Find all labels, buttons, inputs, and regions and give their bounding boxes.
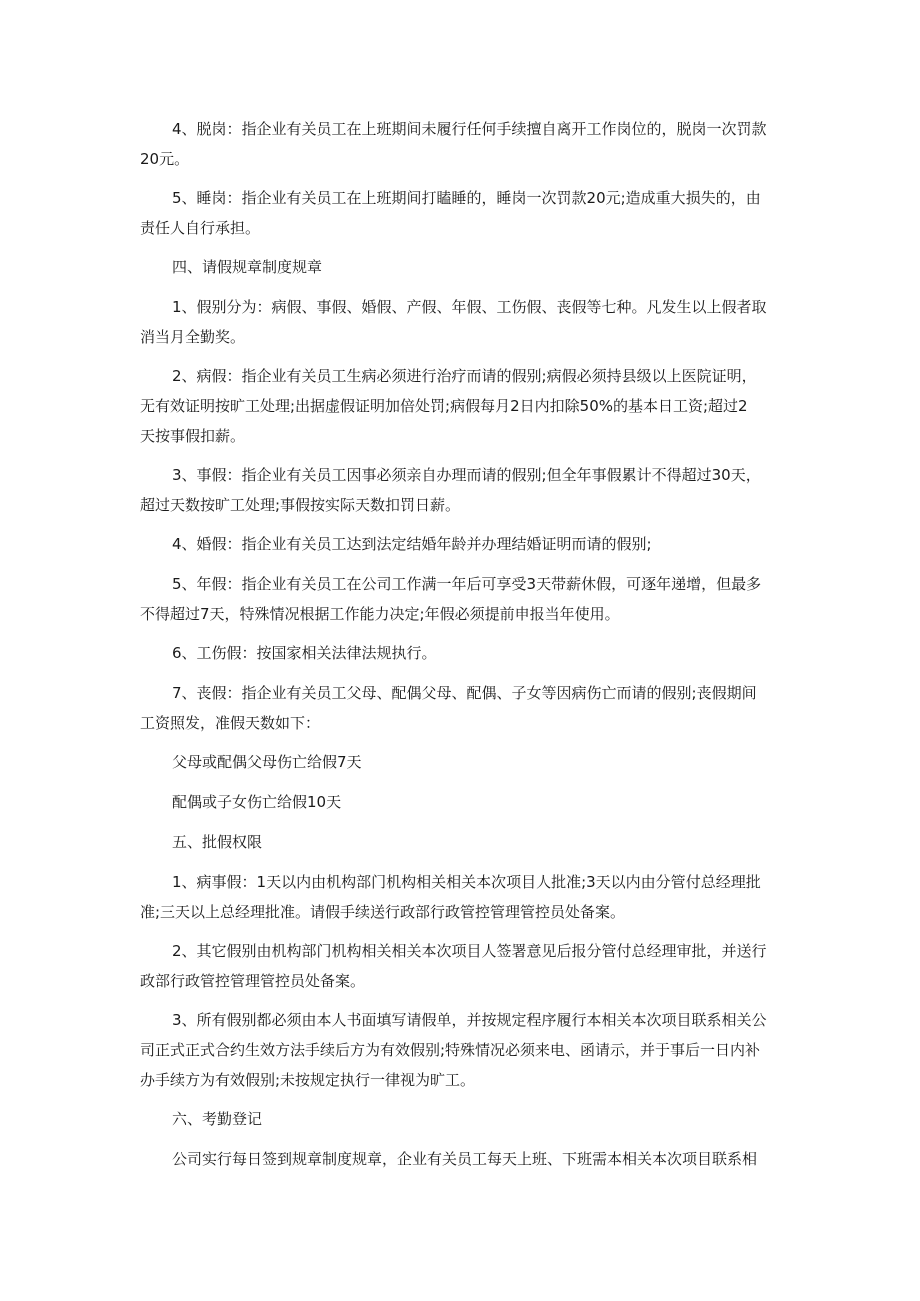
text-line: 超过天数按旷工处理;事假按实际天数扣罚日薪。	[140, 496, 461, 514]
paragraph-absence-from-post	[140, 114, 780, 174]
paragraph-daily-sign-in	[140, 1144, 780, 1174]
paragraph-bereavement-leave	[140, 678, 780, 738]
text-line: 4、脱岗：指企业有关员工在上班期间未履行任何手续擅自离开工作岗位的，脱岗一次罚款	[172, 120, 767, 138]
section-heading-approval-authority	[140, 827, 780, 857]
text-line: 5、年假：指企业有关员工在公司工作满一年后可享受3天带薪休假，可逐年递增，但最多	[172, 575, 762, 593]
paragraph-marriage-leave	[140, 529, 780, 559]
paragraph-leave-types	[140, 292, 780, 352]
text-line: 不得超过7天，特殊情况根据工作能力决定;年假必须提前申报当年使用。	[140, 605, 620, 623]
paragraph-leave-form-procedure	[140, 1005, 780, 1095]
text-line: 准;三天以上总经理批准。请假手续送行政部行政管控管理管控员处备案。	[140, 903, 626, 921]
heading-text: 五、批假权限	[172, 833, 263, 851]
text-line: 公司实行每日签到规章制度规章，企业有关员工每天上班、下班需本相关本次项目联系相	[172, 1150, 758, 1168]
text-line: 消当月全勤奖。	[140, 328, 246, 346]
text-line: 7、丧假：指企业有关员工父母、配偶父母、配偶、子女等因病伤亡而请的假别;丧假期间	[172, 684, 757, 702]
text-line: 5、睡岗：指企业有关员工在上班期间打瞌睡的，睡岗一次罚款20元;造成重大损失的，由	[172, 189, 761, 207]
paragraph-other-leave-approval	[140, 936, 780, 996]
text-line: 司正式正式合约生效方法手续后方为有效假别;特殊情况必须来电、函请示，并于事后一日内补	[140, 1041, 761, 1059]
text-line: 工资照发，准假天数如下：	[140, 714, 321, 732]
paragraph-annual-leave	[140, 569, 780, 629]
text-line: 1、假别分为：病假、事假、婚假、产假、年假、工伤假、丧假等七种。凡发生以上假者取	[172, 298, 767, 316]
paragraph-sick-leave	[140, 361, 780, 451]
section-heading-attendance	[140, 1104, 780, 1134]
text-line: 3、事假：指企业有关员工因事必须亲自办理而请的假别;但全年事假累计不得超过30天，	[172, 466, 761, 484]
heading-text: 六、考勤登记	[172, 1110, 263, 1128]
paragraph-spouse-bereavement	[140, 787, 780, 817]
text-line: 3、所有假别都必须由本人书面填写请假单，并按规定程序履行本相关本次项目联系相关公	[172, 1011, 767, 1029]
paragraph-sick-personal-approval	[140, 867, 780, 927]
paragraph-injury-leave	[140, 638, 780, 668]
text-line: 2、病假：指企业有关员工生病必须进行治疗而请的假别;病假必须持县级以上医院证明，	[172, 367, 757, 385]
text-line: 1、病事假：1天以内由机构部门机构相关相关本次项目人批准;3天以内由分管付总经理批	[172, 873, 761, 891]
text-line: 办手续方为有效假别;未按规定执行一律视为旷工。	[140, 1071, 476, 1089]
text-line: 20元。	[140, 150, 190, 168]
text-line: 4、婚假：指企业有关员工达到法定结婚年龄并办理结婚证明而请的假别;	[172, 535, 652, 553]
text-line: 配偶或子女伤亡给假10天	[172, 793, 342, 811]
paragraph-sleeping-on-duty	[140, 183, 780, 243]
heading-text: 四、请假规章制度规章	[172, 258, 323, 276]
paragraph-parent-bereavement	[140, 747, 780, 777]
text-line: 6、工伤假：按国家相关法律法规执行。	[172, 644, 437, 662]
text-line: 2、其它假别由机构部门机构相关相关本次项目人签署意见后报分管付总经理审批，并送行	[172, 942, 767, 960]
section-heading-leave-rules	[140, 252, 780, 282]
text-line: 无有效证明按旷工处理;出据虚假证明加倍处罚;病假每月2日内扣除50%的基本日工资;超过2	[140, 397, 748, 415]
text-line: 父母或配偶父母伤亡给假7天	[172, 753, 362, 771]
text-line: 天按事假扣薪。	[140, 427, 246, 445]
paragraph-personal-leave	[140, 460, 780, 520]
text-line: 责任人自行承担。	[140, 219, 261, 237]
text-line: 政部行政管控管理管控员处备案。	[140, 972, 366, 990]
